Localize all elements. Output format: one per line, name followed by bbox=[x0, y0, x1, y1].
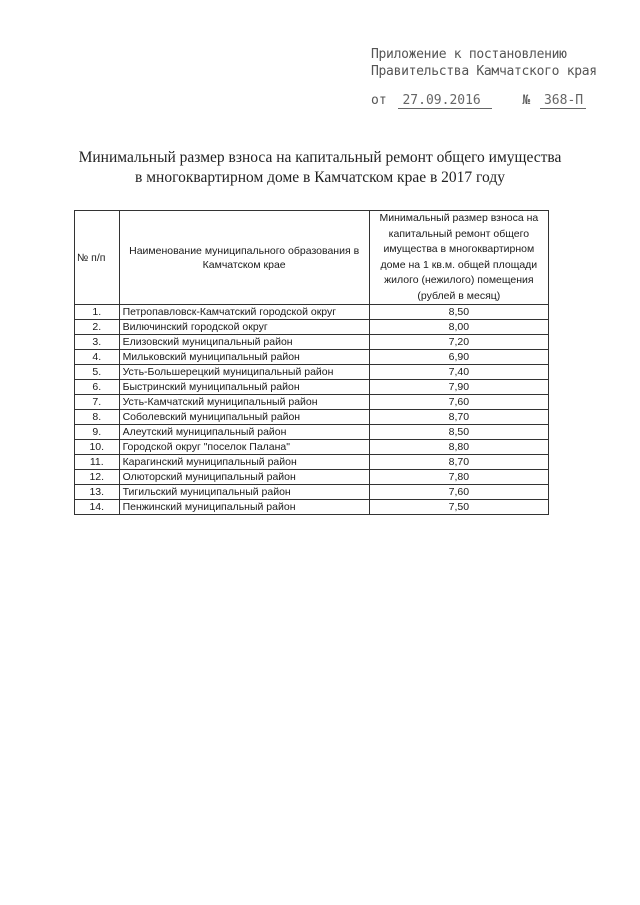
row-number: 2. bbox=[75, 320, 120, 335]
row-number: 7. bbox=[75, 395, 120, 410]
municipality-name: Соболевский муниципальный район bbox=[119, 410, 369, 425]
document-title bbox=[40, 148, 600, 188]
header-num: № п/п bbox=[75, 211, 120, 305]
min-rate-value: 7,60 bbox=[369, 395, 548, 410]
municipality-name: Усть-Камчатский муниципальный район bbox=[119, 395, 369, 410]
appendix-header bbox=[371, 46, 621, 80]
row-number: 5. bbox=[75, 365, 120, 380]
rates-table-head bbox=[75, 211, 549, 305]
row-number: 11. bbox=[75, 455, 120, 470]
municipality-name: Быстринский муниципальный район bbox=[119, 380, 369, 395]
table-row bbox=[75, 365, 549, 380]
municipality-name: Тигильский муниципальный район bbox=[119, 485, 369, 500]
table-row bbox=[75, 305, 549, 320]
table-row bbox=[75, 380, 549, 395]
municipality-name: Карагинский муниципальный район bbox=[119, 455, 369, 470]
min-rate-value: 8,80 bbox=[369, 440, 548, 455]
min-rate-value: 7,20 bbox=[369, 335, 548, 350]
table-row bbox=[75, 320, 549, 335]
row-number: 3. bbox=[75, 335, 120, 350]
title-line-1: Минимальный размер взноса на капитальный ремонт общего имущества bbox=[78, 149, 562, 166]
min-rate-value: 6,90 bbox=[369, 350, 548, 365]
min-rate-value: 8,00 bbox=[369, 320, 548, 335]
date-prefix: от bbox=[371, 93, 387, 108]
min-rate-value: 7,40 bbox=[369, 365, 548, 380]
min-rate-value: 8,70 bbox=[369, 410, 548, 425]
municipality-name: Вилючинский городской округ bbox=[119, 320, 369, 335]
title-line-2: в многоквартирном доме в Камчатском крае в 2017 году bbox=[135, 169, 505, 186]
appendix-line-1: Приложение к постановлению bbox=[371, 47, 567, 62]
table-row bbox=[75, 335, 549, 350]
header-municipality: Наименование муниципального образования в Камчатском крае bbox=[119, 211, 369, 305]
row-number: 4. bbox=[75, 350, 120, 365]
appendix-line-2: Правительства Камчатского края bbox=[371, 64, 597, 79]
row-number: 10. bbox=[75, 440, 120, 455]
table-row bbox=[75, 350, 549, 365]
min-rate-value: 7,90 bbox=[369, 380, 548, 395]
table-row bbox=[75, 410, 549, 425]
min-rate-value: 7,50 bbox=[369, 500, 548, 515]
table-row bbox=[75, 440, 549, 455]
rates-table bbox=[74, 210, 549, 515]
header-min-rate: Минимальный размер взноса на капитальный ремонт общего имущества в многоквартирном доме на 1 кв.м. общей площади жилого (нежилого) помещения (рублей в месяц) bbox=[369, 211, 548, 305]
table-row bbox=[75, 425, 549, 440]
min-rate-value: 8,50 bbox=[369, 425, 548, 440]
header-row bbox=[75, 211, 549, 305]
municipality-name: Алеутский муниципальный район bbox=[119, 425, 369, 440]
row-number: 12. bbox=[75, 470, 120, 485]
municipality-name: Городской округ "поселок Палана" bbox=[119, 440, 369, 455]
row-number: 13. bbox=[75, 485, 120, 500]
row-number: 14. bbox=[75, 500, 120, 515]
min-rate-value: 8,50 bbox=[369, 305, 548, 320]
municipality-name: Пенжинский муниципальный район bbox=[119, 500, 369, 515]
number-prefix: № bbox=[522, 93, 531, 108]
min-rate-value: 8,70 bbox=[369, 455, 548, 470]
table-row bbox=[75, 455, 549, 470]
resolution-date: 27.09.2016 bbox=[398, 93, 492, 109]
municipality-name: Петропавловск-Камчатский городской округ bbox=[119, 305, 369, 320]
table-row bbox=[75, 395, 549, 410]
min-rate-value: 7,80 bbox=[369, 470, 548, 485]
row-number: 6. bbox=[75, 380, 120, 395]
municipality-name: Усть-Большерецкий муниципальный район bbox=[119, 365, 369, 380]
row-number: 1. bbox=[75, 305, 120, 320]
municipality-name: Олюторский муниципальный район bbox=[119, 470, 369, 485]
rates-table-body bbox=[75, 305, 549, 515]
min-rate-value: 7,60 bbox=[369, 485, 548, 500]
resolution-number: 368-П bbox=[540, 93, 586, 109]
table-row bbox=[75, 500, 549, 515]
table-row bbox=[75, 485, 549, 500]
row-number: 8. bbox=[75, 410, 120, 425]
municipality-name: Елизовский муниципальный район bbox=[119, 335, 369, 350]
municipality-name: Мильковский муниципальный район bbox=[119, 350, 369, 365]
table-row bbox=[75, 470, 549, 485]
resolution-date-number bbox=[371, 93, 601, 109]
row-number: 9. bbox=[75, 425, 120, 440]
